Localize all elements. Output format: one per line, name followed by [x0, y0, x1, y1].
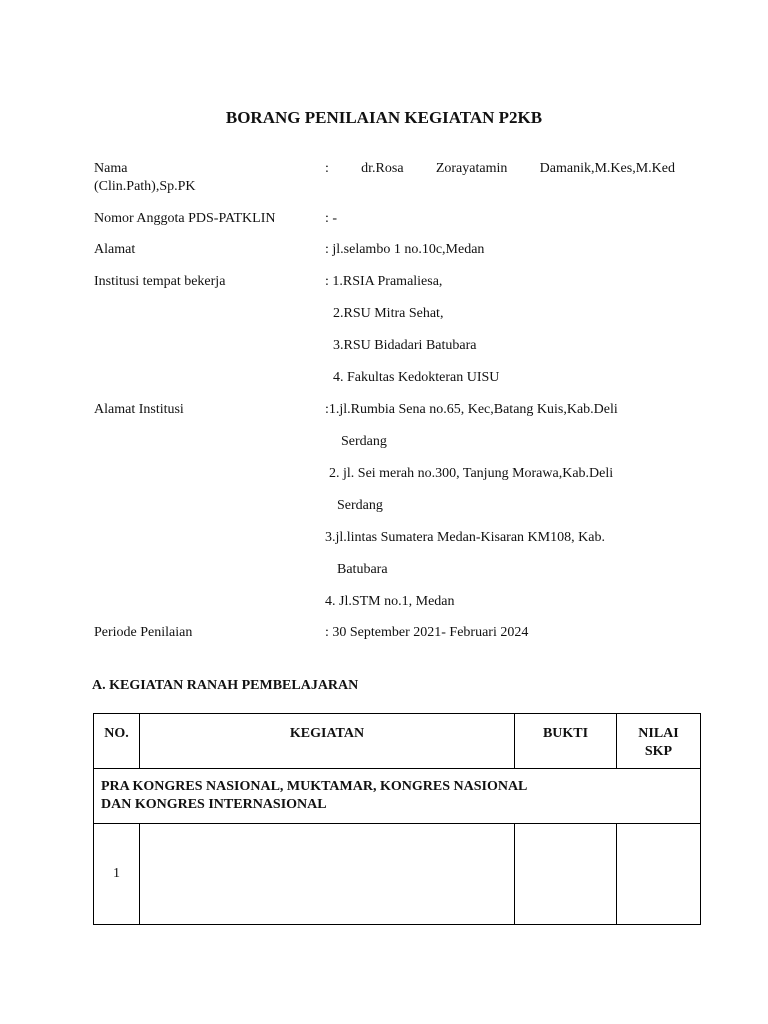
value-nama-continuation: (Clin.Path),Sp.PK	[94, 179, 196, 194]
subheading-line-2: DAN KONGRES INTERNASIONAL	[101, 797, 327, 812]
alamat-institusi-line-2: Serdang	[341, 434, 387, 449]
row-nilai	[617, 824, 701, 925]
value-alamat: : jl.selambo 1 no.10c,Medan	[325, 242, 485, 257]
field-institusi	[94, 274, 674, 384]
header-skp: SKP	[644, 744, 673, 759]
header-no: NO.	[94, 714, 140, 769]
value-nama-part-2: Zorayatamin	[435, 161, 508, 176]
value-nomor-anggota: : -	[325, 211, 338, 226]
label-periode: Periode Penilaian	[94, 625, 193, 640]
header-bukti: BUKTI	[515, 714, 617, 769]
institusi-line-3: 3.RSU Bidadari Batubara	[333, 338, 477, 353]
field-nama	[94, 161, 674, 201]
alamat-institusi-line-6: Batubara	[337, 562, 388, 577]
table-header-row	[94, 714, 701, 769]
row-kegiatan	[140, 824, 515, 925]
institusi-line-2: 2.RSU Mitra Sehat,	[333, 306, 444, 321]
label-institusi: Institusi tempat bekerja	[94, 274, 226, 289]
header-nilai: NILAI	[638, 726, 679, 741]
header-kegiatan: KEGIATAN	[140, 714, 515, 769]
value-periode: : 30 September 2021- Februari 2024	[325, 625, 529, 640]
alamat-institusi-line-3: 2. jl. Sei merah no.300, Tanjung Morawa,Kab.Deli	[329, 466, 614, 481]
field-periode	[94, 625, 674, 645]
field-alamat	[94, 242, 674, 262]
value-nama-part-1: dr.Rosa	[361, 161, 404, 176]
page-title: BORANG PENILAIAN KEGIATAN P2KB	[225, 108, 543, 127]
activity-table	[93, 713, 701, 925]
row-no: 1	[94, 824, 140, 925]
table-row	[94, 824, 701, 925]
institusi-line-4: 4. Fakultas Kedokteran UISU	[333, 370, 500, 385]
alamat-institusi-line-5: 3.jl.lintas Sumatera Medan-Kisaran KM108, Kab.	[325, 530, 605, 545]
alamat-institusi-line-1: :1.jl.Rumbia Sena no.65, Kec,Batang Kuis,Kab.Deli	[325, 402, 618, 417]
value-nama-colon: :	[325, 161, 329, 176]
subheading-line-1: PRA KONGRES NASIONAL, MUKTAMAR, KONGRES NASIONAL	[101, 779, 528, 794]
institusi-line-1: : 1.RSIA Pramaliesa,	[325, 274, 443, 289]
label-alamat: Alamat	[94, 242, 136, 257]
value-nama	[325, 161, 675, 177]
alamat-institusi-line-4: Serdang	[337, 498, 383, 513]
value-nama-part-3: Damanik,M.Kes,M.Ked	[539, 161, 675, 176]
row-bukti	[515, 824, 617, 925]
header-nilai-skp	[617, 714, 701, 769]
label-nama: Nama	[94, 161, 128, 176]
section-heading: A. KEGIATAN RANAH PEMBELAJARAN	[92, 678, 359, 693]
label-nomor-anggota: Nomor Anggota PDS-PATKLIN	[94, 211, 276, 226]
field-nomor-anggota	[94, 211, 674, 231]
alamat-institusi-line-7: 4. Jl.STM no.1, Medan	[325, 594, 455, 609]
table-subheading-row	[94, 769, 701, 824]
field-alamat-institusi	[94, 402, 674, 612]
label-alamat-institusi: Alamat Institusi	[94, 402, 184, 417]
table-subheading	[94, 769, 701, 824]
